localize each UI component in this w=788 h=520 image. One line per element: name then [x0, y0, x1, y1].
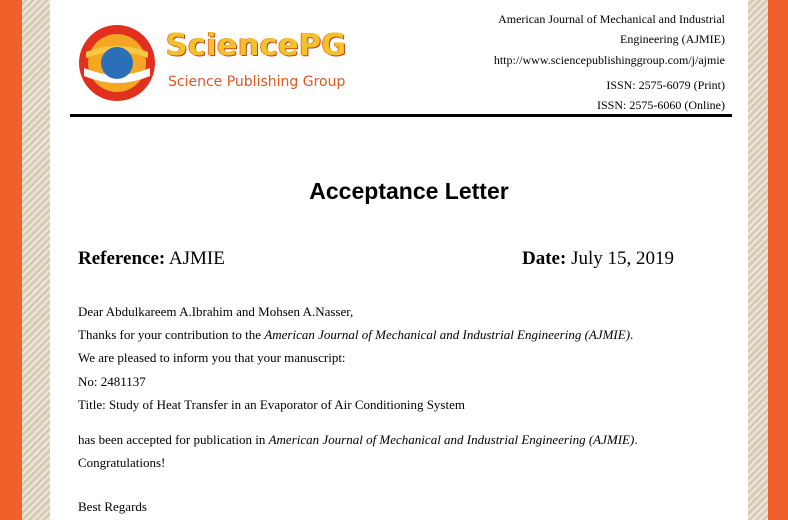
letter-title: Acceptance Letter [309, 178, 509, 204]
congratulations: Congratulations! [78, 455, 166, 471]
accepted-prefix: has been accepted for publication in [78, 432, 269, 448]
reference-line [78, 248, 225, 270]
letter-page [50, 0, 748, 520]
date-value: July 15, 2019 [571, 248, 674, 269]
greeting: Dear Abdulkareem A.Ibrahim and Mohsen A.Nasser, [78, 304, 354, 319]
journal-name-line1: American Journal of Mechanical and Industrial [498, 12, 725, 26]
date-line [522, 248, 674, 270]
reference-value: AJMIE [168, 248, 225, 269]
journal-url: http://www.sciencepublishinggroup.com/j/ajmie [493, 52, 725, 67]
sciencepg-logo-icon [78, 24, 156, 102]
header-divider [70, 114, 732, 117]
reference-label: Reference: [78, 248, 166, 269]
manuscript-number: No: 2481137 [78, 373, 146, 389]
thanks-suffix: . [630, 327, 634, 343]
thanks-journal: American Journal of Mechanical and Industrial Engineering (AJMIE) [264, 327, 631, 343]
thanks-line [78, 323, 718, 346]
accepted-journal: American Journal of Mechanical and Industrial Engineering (AJMIE) [268, 432, 635, 448]
journal-info [494, 9, 725, 115]
accepted-line [78, 428, 718, 451]
accepted-suffix: . [634, 432, 638, 448]
journal-name-line2: Engineering (AJMIE) [620, 32, 725, 47]
inform-line: We are pleased to inform you that your manuscript: [78, 350, 346, 366]
right-orange-border [768, 0, 788, 520]
manuscript-title: Title: Study of Heat Transfer in an Evaporator of Air Conditioning System [78, 396, 465, 412]
thanks-prefix: Thanks for your contribution to the [78, 327, 265, 343]
brand-subtitle: Science Publishing Group [168, 74, 346, 90]
closing: Best Regards [78, 499, 147, 515]
issn-print: ISSN: 2575-6079 (Print) [606, 77, 725, 92]
date-label: Date: [522, 248, 567, 269]
issn-online: ISSN: 2575-6060 (Online) [597, 98, 725, 113]
brand-name: SciencePG [166, 28, 347, 63]
letter-body [78, 300, 718, 519]
left-orange-border [0, 0, 22, 520]
